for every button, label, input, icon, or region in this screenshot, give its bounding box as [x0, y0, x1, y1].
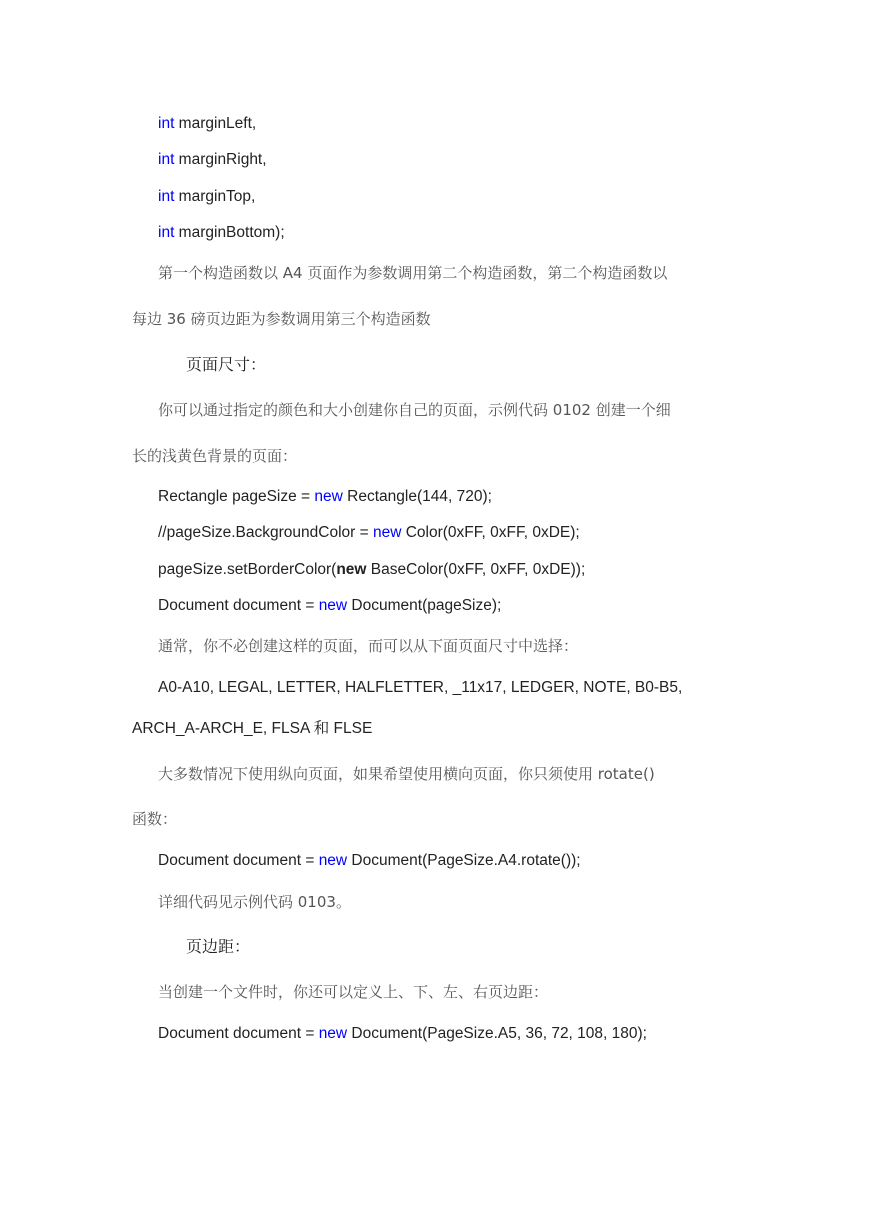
code-line-margins — [158, 1024, 647, 1044]
heading-margins: 页边距： — [186, 937, 251, 956]
code-line-rotate — [158, 851, 581, 871]
code-line-document-pagesize — [158, 596, 501, 616]
paragraph-margins: 当创建一个文件时，你还可以定义上、下、左、右页边距： — [158, 983, 549, 1001]
heading-page-size: 页面尺寸： — [186, 355, 267, 374]
paragraph-example-0103: 详细代码见示例代码 0103。 — [158, 893, 351, 911]
page-sizes-line1: A0-A10, LEGAL, LETTER, HALFLETTER, _11x17, LEDGER, NOTE, B0-B5, — [158, 679, 683, 696]
code-text: Color(0xFF, 0xFF, 0xDE); — [401, 524, 580, 541]
paragraph-custom-page-line1: 你可以通过指定的颜色和大小创建你自己的页面，示例代码 0102 创建一个细 — [158, 401, 671, 419]
code-text: marginLeft, — [174, 115, 257, 132]
paragraph-constructor-line2: 每边 36 磅页边距为参数调用第三个构造函数 — [132, 310, 431, 328]
code-text: Document document = — [158, 597, 319, 614]
code-keyword: new — [318, 852, 348, 869]
code-keyword: int — [158, 188, 175, 205]
code-text: Rectangle pageSize = — [158, 488, 315, 505]
code-text: marginRight, — [174, 151, 267, 168]
code-line-margin-left — [158, 114, 256, 134]
paragraph-choose-size: 通常，你不必创建这样的页面，而可以从下面页面尺寸中选择： — [158, 637, 579, 655]
paragraph-rotate-line2: 函数： — [132, 810, 178, 828]
code-keyword: new — [336, 561, 367, 578]
code-text: marginBottom); — [174, 224, 285, 241]
code-text: Document(pageSize); — [347, 597, 502, 614]
paragraph-custom-page-line2: 长的浅黄色背景的页面： — [132, 447, 298, 465]
code-line-margin-right — [158, 150, 267, 170]
code-keyword: new — [372, 524, 402, 541]
code-line-margin-top — [158, 187, 255, 207]
code-line-background-color — [158, 523, 580, 543]
code-keyword: int — [158, 224, 175, 241]
code-line-rectangle — [158, 487, 492, 507]
code-text: Document document = — [158, 852, 319, 869]
code-keyword: new — [318, 1025, 348, 1042]
code-keyword: int — [158, 151, 175, 168]
paragraph-rotate-line1: 大多数情况下使用纵向页面，如果希望使用横向页面，你只须使用 rotate() — [158, 765, 655, 783]
code-text: Rectangle(144, 720); — [342, 488, 492, 505]
paragraph-constructor-line1: 第一个构造函数以 A4 页面作为参数调用第二个构造函数，第二个构造函数以 — [158, 264, 668, 282]
code-text: //pageSize.BackgroundColor = — [158, 524, 373, 541]
code-keyword: int — [158, 115, 175, 132]
code-keyword: new — [318, 597, 348, 614]
code-text: Document(PageSize.A5, 36, 72, 108, 180); — [347, 1025, 647, 1042]
code-text: BaseColor(0xFF, 0xFF, 0xDE)); — [366, 561, 586, 578]
code-text: Document(PageSize.A4.rotate()); — [347, 852, 581, 869]
code-text: pageSize.setBorderColor( — [158, 561, 337, 578]
page-sizes-line2: ARCH_A-ARCH_E, FLSA 和 FLSE — [132, 720, 373, 737]
code-line-border-color — [158, 560, 585, 580]
code-line-margin-bottom — [158, 223, 285, 243]
code-keyword: new — [314, 488, 343, 505]
code-text: marginTop, — [174, 188, 256, 205]
code-text: Document document = — [158, 1025, 319, 1042]
